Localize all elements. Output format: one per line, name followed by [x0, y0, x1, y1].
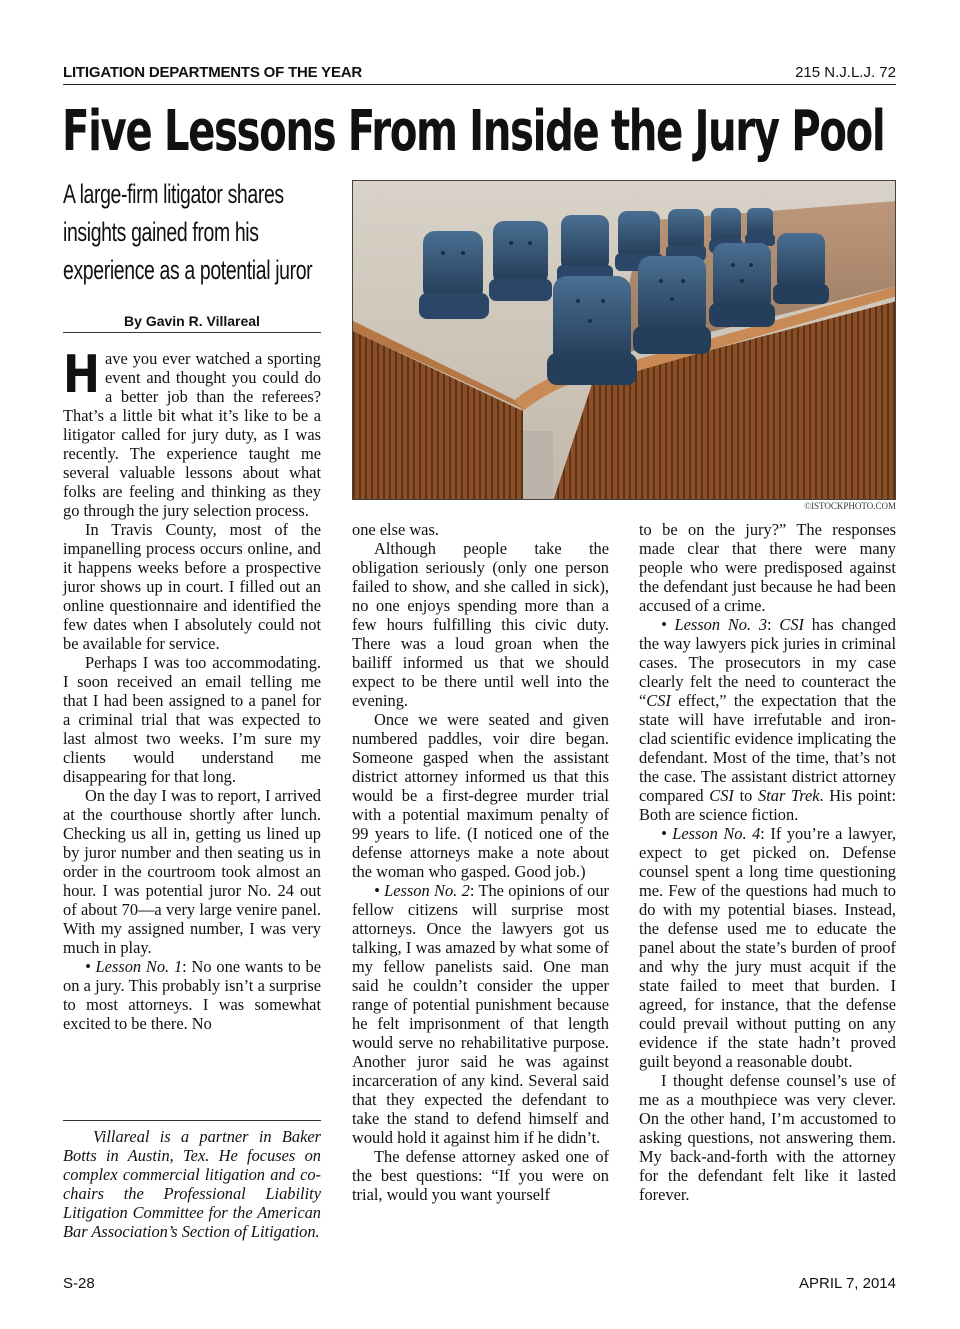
byline: By Gavin R. Villareal — [63, 310, 321, 333]
lesson-label: • Lesson No. 2 — [374, 881, 470, 900]
page-number: S-28 — [63, 1275, 95, 1292]
lesson-text: : The opinions of our fellow citizens will surprise most attorneys. Once the lawyers got us talking, I was amazed by what some of my fellow panelists said. One man said he couldn’t consider the upper range of potential punishment because he felt imprisonment of that length would serve no rehabilitative purpose. Another juror said he was against incarceration of any kind. Several said that they expected the defendant to take the stand to defend himself and would hold it against him if he didn’t. — [352, 881, 609, 1147]
paragraph: In Travis County, most of the impanelling process occurs online, and it happens weeks before a prospective juror shows up in court. I filled out an online questionnaire and identified the few dates when I absolutely could not be available for service. — [63, 520, 321, 653]
citation: 215 N.J.L.J. 72 — [795, 64, 896, 81]
paragraph — [63, 957, 321, 1033]
paragraph: I thought defense counsel’s use of me as a mouthpiece was very clever. On the other hand, I’m accustomed to asking questions, not answering them. My back-and-forth with the attorney for the defendant felt like it lasted forever. — [639, 1071, 896, 1204]
paragraph — [63, 345, 321, 520]
paragraph: The defense attorney asked one of the best questions: “If you were on trial, would you want yourself — [352, 1147, 609, 1204]
paragraph: On the day I was to report, I arrived at the courthouse shortly after lunch. Checking us all in, getting us lined up by juror number and then seating us in order in the courtroom took almost an hour. I was potential juror No. 24 out of about 70—a very large venire panel. With my assigned number, I was very much in play. — [63, 786, 321, 957]
deck-line: insights gained from his — [63, 217, 259, 247]
csi-italic: CSI — [779, 615, 804, 634]
paragraph: Perhaps I was too accommodating. I soon received an email telling me that I had been assigned to a panel for a criminal trial that was expected to last almost two weeks. I’m sure my clients would understand me disappearing for that long. — [63, 653, 321, 786]
lesson-label: • Lesson No. 1 — [85, 957, 183, 976]
author-bio — [63, 1120, 321, 1241]
lesson-text: has changed the way lawyers pick juries in criminal cases. The prosecutors in my case clearly felt the need to counteract the “ — [639, 615, 896, 710]
lesson-text: effect,” the expectation that the state will have irrefutable and iron-clad scientific evidence implicating the defendant. Most of the time, that’s not the case. The assistant district attorney compared — [639, 691, 896, 805]
lesson-label: • Lesson No. 3 — [661, 615, 768, 634]
column-3 — [639, 520, 896, 1204]
paragraph — [639, 824, 896, 1071]
csi-italic: CSI — [709, 786, 734, 805]
column-1 — [63, 345, 321, 1033]
lesson-text: . His point: Both are science fiction. — [639, 786, 896, 824]
deck-line: experience as a potential juror — [63, 255, 313, 285]
section-label: LITIGATION DEPARTMENTS OF THE YEAR — [63, 64, 363, 81]
paragraph: to be on the jury?” The responses made clear that there were many people who were predisposed against the defendant just because he had been accused of a crime. — [639, 520, 896, 615]
drop-cap: H — [63, 345, 101, 405]
issue-date: APRIL 7, 2014 — [798, 1275, 896, 1292]
paragraph: Although people take the obligation seriously (only one person failed to show, and she called in sick), no one enjoys spending more than a few hours fulfilling this civic duty. There was a loud groan when the bailiff informed us that we should expect to be there until well into the evening. — [352, 539, 609, 710]
paragraph: • Lesson No. 3: CSI has changed the way lawyers pick juries in criminal cases. The prosecutors in my case clearly felt the need to counteract the “CSI effect,” the expectation that the state will have irrefutable and iron-clad scientific evidence implicating the defendant. Most of the time, that’s not the case. The assistant district attorney compared CSI to Star Trek. His point: Both are science fiction. — [639, 615, 896, 824]
lesson-text: : No one wants to be on a jury. This probably isn’t a surprise to most attorneys. I was somewhat excited to be there. No — [63, 957, 321, 1033]
jury-box-photo — [352, 180, 896, 500]
lesson-label: • Lesson No. 4 — [661, 824, 761, 843]
paragraph: Once we were seated and given numbered paddles, voir dire began. Someone gasped when the assistant district attorney informed us that this would be a first-degree murder trial with a potential maximum penalty of 99 years to life. (I noticed one of the defense attorneys make a note about the woman who gasped. Good job.) — [352, 710, 609, 881]
jury-box-illustration — [353, 181, 896, 500]
star-trek-italic: Star Trek — [758, 786, 820, 805]
lesson-text: to — [733, 786, 758, 805]
lesson-text: : If you’re a lawyer, expect to get picked on. Defense counsel spent a long time questioning me. Few of the questions had much to do with my potential biases. Instead, the defense used me to educate the panel about the state’s burden of proof and why the jury must acquit if the state failed to meet that burden. I agreed, for instance, that the defense could prevail without putting on any evidence if the state hadn’t proved guilt beyond a reasonable doubt. — [639, 824, 896, 1071]
paragraph: one else was. — [352, 520, 439, 539]
column-2 — [352, 520, 609, 1204]
bio-text: Villareal is a partner in Baker Botts in Austin, Tex. He focuses on complex commercial litigation and co-chairs the Professional Liability Litigation Committee for the American Bar Association’s Section of Litigation. — [63, 1127, 321, 1241]
deck — [63, 175, 351, 289]
headline: Five Lessons From Inside the Jury Pool — [62, 99, 885, 164]
lead-text: ave you ever watched a sporting event and thought you could do a better job than the referees? That’s a little bit what it’s like to be a litigator called for jury duty, as I was recently. The experience taught me several valuable lessons about what folks are feeling and thinking as they go through the jury selection process. — [63, 349, 321, 520]
csi-italic: CSI — [646, 691, 671, 710]
running-head — [63, 62, 896, 85]
photo-credit: ©ISTOCKPHOTO.COM — [804, 501, 896, 511]
deck-line: A large-firm litigator shares — [63, 179, 284, 209]
paragraph — [352, 881, 609, 1147]
